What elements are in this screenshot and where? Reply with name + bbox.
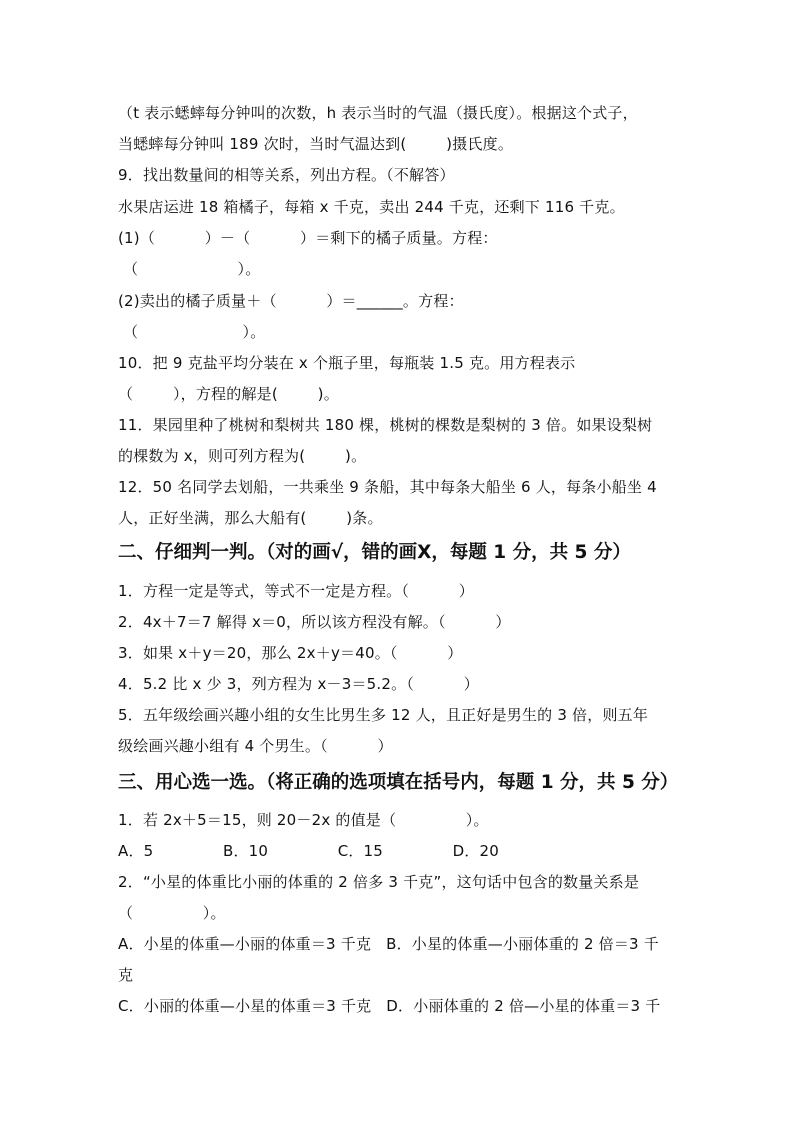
question-11: 11．果园里种了桃树和梨树共 180 棵，桃树的棵数是梨树的 3 倍。如果设梨树	[118, 416, 653, 434]
text-line: （ ）。	[118, 904, 226, 922]
question-10: 10．把 9 克盐平均分装在 x 个瓶子里，每瓶装 1.5 克。用方程表示	[118, 354, 576, 372]
text-line: 克	[118, 966, 134, 984]
section-2-heading: 二、仔细判一判。（对的画√，错的画Χ，每题 1 分，共 5 分）	[118, 542, 631, 563]
question-12: 12．50 名同学去划船，一共乘坐 9 条船，其中每条大船坐 6 人，每条小船坐 4	[118, 478, 657, 496]
choice-options: C．小丽的体重—小星的体重＝3 千克 D．小丽体重的 2 倍—小星的体重＝3 千	[118, 997, 661, 1015]
judge-item: 4．5.2 比 x 少 3，列方程为 x－3＝5.2。（ ）	[118, 675, 479, 693]
text-line: 水果店运进 18 箱橘子，每箱 x 千克，卖出 244 千克，还剩下 116 千克。	[118, 198, 625, 216]
text-line: （ ），方程的解是( )。	[118, 385, 339, 403]
text-line: 的棵数为 x，则可列方程为( )。	[118, 447, 367, 465]
text-line: （ ）。	[118, 323, 266, 341]
text-line: 当蟋蟀每分钟叫 189 次时，当时气温达到( )摄氏度。	[118, 135, 514, 153]
text-line: (1)（ ）－（ ）＝剩下的橘子质量。方程：	[118, 229, 498, 247]
judge-item: 2．4x＋7＝7 解得 x＝0，所以该方程没有解。（ ）	[118, 613, 511, 631]
judge-item: 5．五年级绘画兴趣小组的女生比男生多 12 人，且正好是男生的 3 倍，则五年	[118, 706, 649, 724]
text-line: (2)卖出的橘子质量＋（ ）＝______。方程：	[118, 292, 464, 310]
section-3-heading: 三、用心选一选。（将正确的选项填在括号内，每题 1 分，共 5 分）	[118, 772, 679, 793]
choice-options: A．5 B．10 C．15 D．20	[118, 842, 500, 860]
text-line: 人，正好坐满，那么大船有( )条。	[118, 509, 383, 527]
text-line: （t 表示蟋蟀每分钟叫的次数，h 表示当时的气温（摄氏度）。根据这个式子，	[118, 104, 638, 122]
question-9: 9．找出数量间的相等关系，列出方程。（不解答）	[118, 166, 455, 184]
choice-question: 1．若 2x＋5＝15，则 20－2x 的值是（ ）。	[118, 811, 489, 829]
text-line: （ ）。	[118, 260, 261, 278]
judge-item: 级绘画兴趣小组有 4 个男生。（ ）	[118, 737, 393, 755]
choice-options: A．小星的体重—小丽的体重＝3 千克 B．小星的体重—小丽体重的 2 倍＝3 千	[118, 935, 659, 953]
judge-item: 3．如果 x＋y＝20，那么 2x＋y＝40。（ ）	[118, 644, 463, 662]
choice-question: 2．“小星的体重比小丽的体重的 2 倍多 3 千克”，这句话中包含的数量关系是	[118, 873, 640, 891]
judge-item: 1．方程一定是等式，等式不一定是方程。（ ）	[118, 582, 474, 600]
